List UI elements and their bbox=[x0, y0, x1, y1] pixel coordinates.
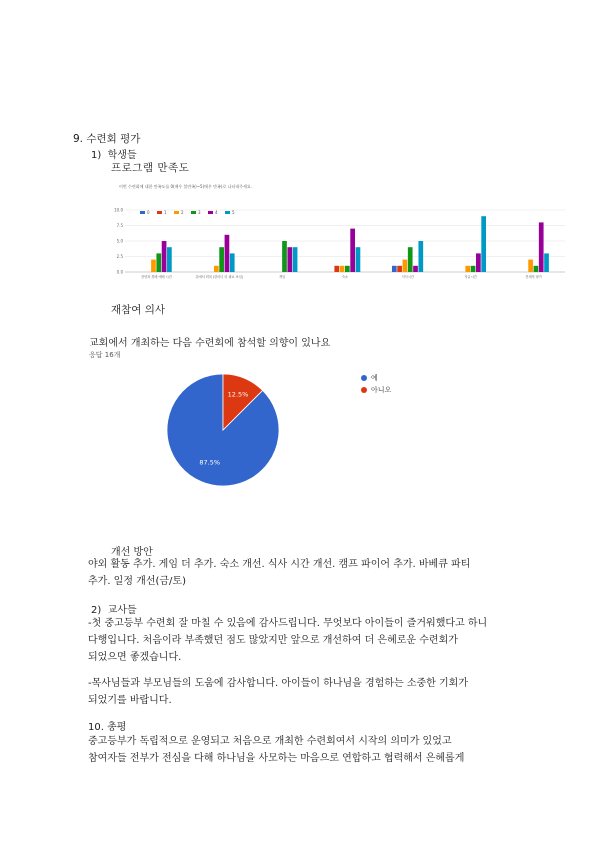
teachers-paragraph-1-line-3: 되었으면 좋겠습니다. bbox=[88, 652, 182, 663]
pie-legend bbox=[361, 373, 441, 403]
bar-3-1 bbox=[334, 266, 339, 272]
improvement-line-1: 야외 활동 추가. 게임 더 추가. 숙소 개선. 식사 시간 개선. 캠프 파이어 추가. 바베큐 파티 bbox=[88, 559, 471, 570]
bar-6-5 bbox=[544, 253, 549, 272]
pie-chart-question: 교회에서 개최하는 다음 수련회에 참석할 의향이 있나요 bbox=[89, 338, 331, 349]
category-label: 식사시간 bbox=[401, 275, 415, 279]
teachers-paragraph-1-line-1: -첫 중고등부 수련회 잘 마칠 수 있음에 감사드립니다. 무엇보다 아이들이 즐거워했다고 하니 bbox=[88, 618, 488, 629]
category-label: 게임 bbox=[279, 275, 286, 279]
pie-slice-label: 12.5% bbox=[227, 390, 249, 399]
bar-5-4 bbox=[476, 253, 481, 272]
legend-label: 2 bbox=[181, 210, 184, 215]
bar-4-0 bbox=[392, 266, 397, 272]
teachers-paragraph-2-line-2: 되었기를 바랍니다. bbox=[88, 695, 172, 706]
category-label: 숙소 bbox=[341, 275, 349, 279]
legend-label: 5 bbox=[232, 210, 235, 215]
pie-legend-item-no bbox=[361, 385, 441, 397]
teachers-paragraph-2-line-1: -목사님들과 부모님들의 도움에 감사합니다. 아이들이 하나님을 경험하는 소중한 기회가 bbox=[88, 678, 468, 689]
satisfaction-bar-chart bbox=[110, 204, 570, 290]
legend-label-no: 아니오 bbox=[371, 386, 392, 394]
bar-5-2 bbox=[465, 266, 470, 272]
bar-6-3 bbox=[534, 266, 539, 272]
bar-5-3 bbox=[471, 266, 476, 272]
summary-line-2: 참여자들 전부가 전심을 다해 하나님을 사모하는 마음으로 연합하고 협력해서 은혜롭게 bbox=[88, 753, 465, 764]
bar-4-3 bbox=[408, 247, 413, 272]
y-tick-label: 0.0 bbox=[116, 269, 123, 275]
bar-3-4 bbox=[350, 229, 355, 272]
bar-2-4 bbox=[287, 247, 292, 272]
y-tick-label: 2.5 bbox=[116, 253, 123, 259]
bar-3-2 bbox=[340, 266, 345, 272]
participation-pie-chart bbox=[150, 367, 300, 517]
category-label: 뒤에서 회복 (한마디 더 필요 보임) bbox=[195, 275, 244, 279]
summary-line-1: 중고등부가 독립적으로 운영되고 처음으로 개최한 수련회여서 시작의 의미가 있었고 bbox=[88, 736, 452, 747]
legend-label: 3 bbox=[198, 210, 201, 215]
legend-dot-no-icon bbox=[361, 387, 367, 393]
legend-label: 1 bbox=[164, 210, 167, 215]
bar-0-4 bbox=[162, 241, 167, 272]
bar-6-4 bbox=[539, 222, 544, 272]
y-tick-label: 10.0 bbox=[114, 207, 123, 213]
satisfaction-title: 프로그램 만족도 bbox=[111, 162, 190, 174]
category-label: 전체적 평가 bbox=[525, 275, 542, 279]
improvement-line-2: 추가. 일정 개선(금/토) bbox=[88, 576, 186, 587]
bar-2-3 bbox=[282, 241, 287, 272]
bar-1-4 bbox=[225, 235, 230, 272]
bar-chart-question: 이번 수련회에 대한 만족도를 0(매우 불만족)~5(매우 만족)로 나타내주세요. bbox=[119, 184, 253, 189]
pie-response-count: 응답 16개 bbox=[89, 351, 121, 359]
bar-4-4 bbox=[413, 266, 418, 272]
bar-5-5 bbox=[481, 216, 486, 272]
bar-0-3 bbox=[156, 253, 161, 272]
section-10-title: 10. 총평 bbox=[88, 722, 127, 733]
bar-6-2 bbox=[528, 260, 533, 272]
bar-0-2 bbox=[151, 260, 156, 272]
bar-4-1 bbox=[397, 266, 402, 272]
bar-1-2 bbox=[214, 266, 219, 272]
teachers-subheading: 2) 교사들 bbox=[91, 605, 137, 616]
category-label: 찬양과 경배 예배 시간 bbox=[141, 275, 172, 279]
y-tick-label: 7.5 bbox=[116, 222, 123, 228]
pie-slice-label: 87.5% bbox=[199, 458, 221, 467]
pie-legend-item-yes bbox=[361, 373, 441, 385]
y-tick-label: 5.0 bbox=[116, 238, 123, 244]
legend-label: 0 bbox=[147, 210, 150, 215]
bar-4-2 bbox=[403, 260, 408, 272]
bar-3-5 bbox=[356, 247, 361, 272]
section-9-title: 9. 수련회 평가 bbox=[73, 133, 141, 145]
category-label: 자유시간 bbox=[464, 275, 477, 279]
improvement-title: 개선 방안 bbox=[111, 547, 153, 558]
teachers-paragraph-1-line-2: 다행입니다. 처음이라 부족했던 점도 많았지만 앞으로 개선하여 더 은혜로운 수련회가 bbox=[88, 635, 458, 646]
students-subheading: 1) 학생들 bbox=[91, 150, 137, 161]
legend-dot-yes-icon bbox=[361, 375, 367, 381]
participation-title: 재참여 의사 bbox=[111, 304, 166, 316]
legend-label: 4 bbox=[215, 210, 218, 215]
legend-label-yes: 예 bbox=[371, 374, 378, 382]
bar-1-3 bbox=[219, 247, 224, 272]
bar-4-5 bbox=[418, 241, 423, 272]
bar-0-5 bbox=[167, 247, 172, 272]
bar-3-3 bbox=[345, 266, 350, 272]
bar-1-5 bbox=[230, 253, 235, 272]
bar-2-5 bbox=[293, 247, 298, 272]
